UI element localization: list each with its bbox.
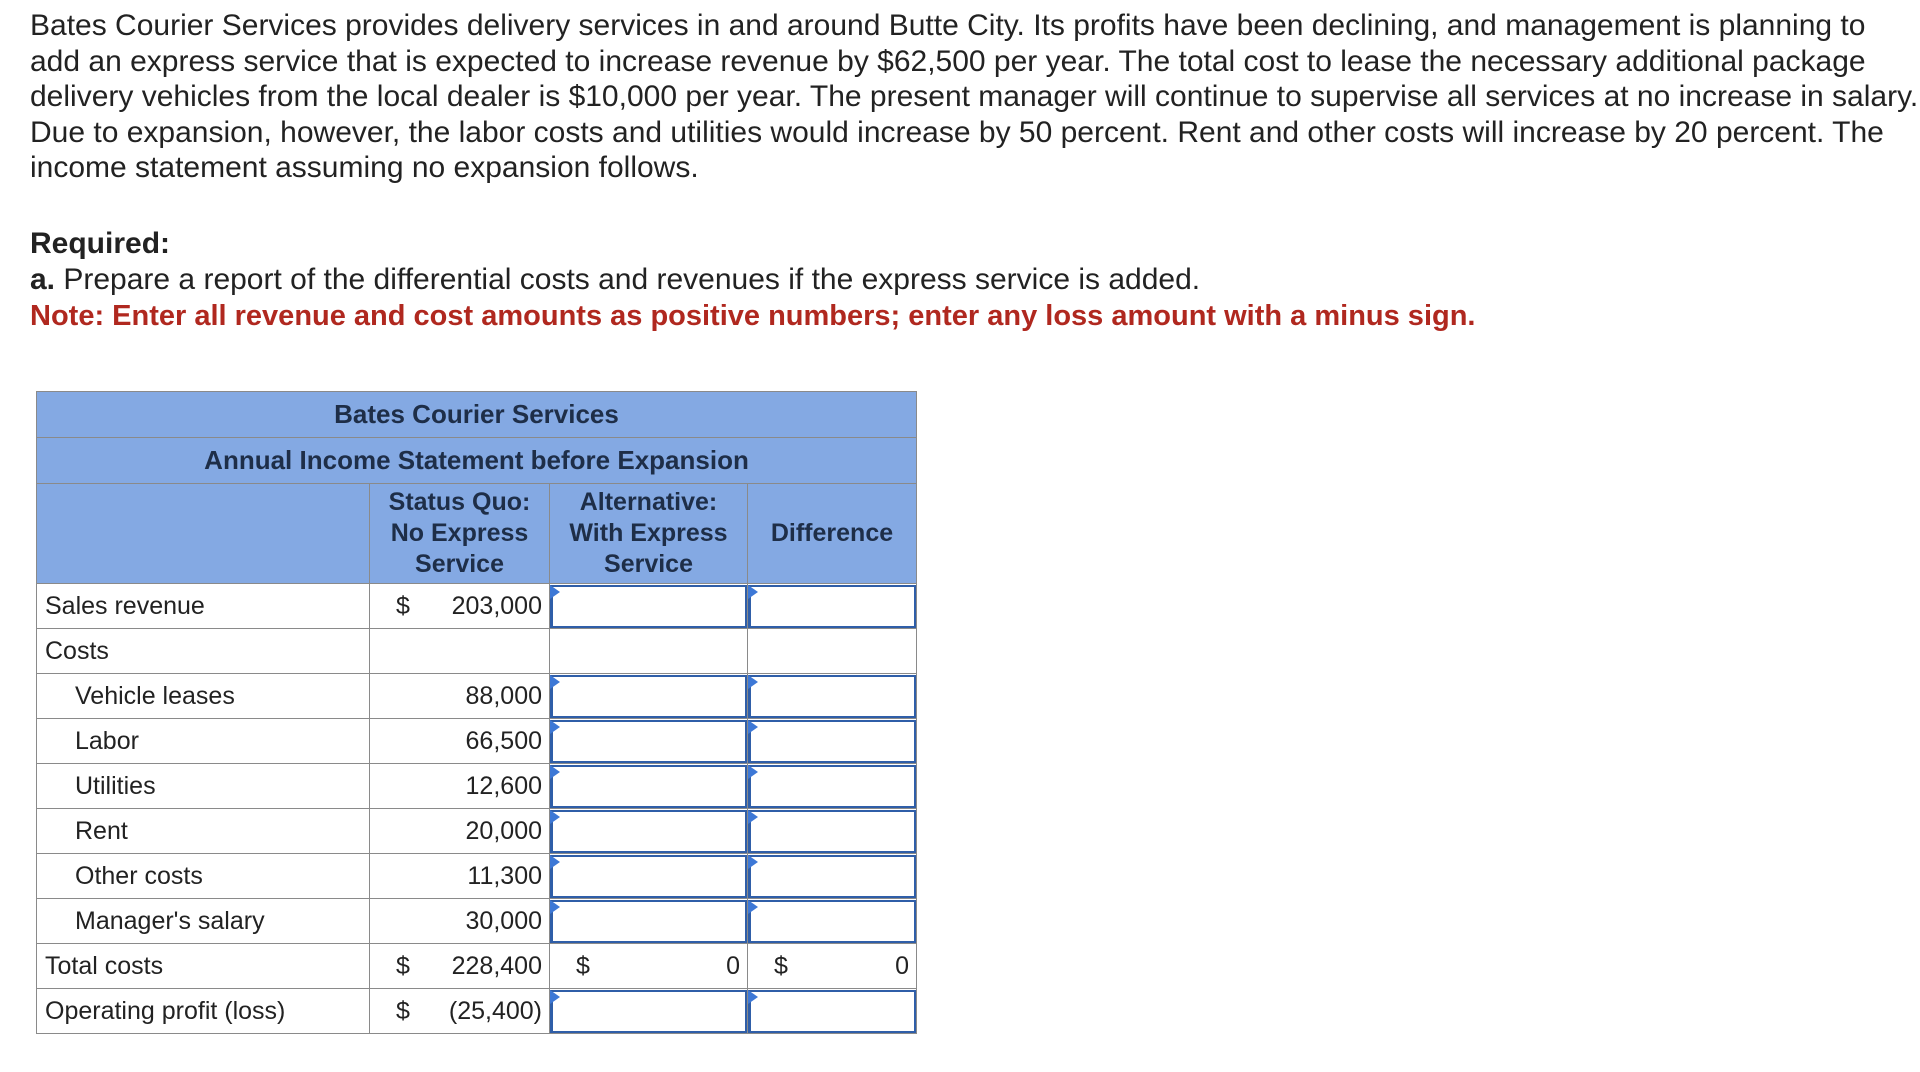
status-quo-value: $ 203,000 xyxy=(370,584,550,629)
company-name: Bates Courier Services xyxy=(37,392,917,438)
part-a-letter: a. xyxy=(30,263,56,296)
alternative-utilities-input[interactable] xyxy=(550,765,747,808)
input-marker-icon xyxy=(550,900,560,914)
statement-title: Annual Income Statement before Expansion xyxy=(37,438,917,484)
difference-utilities-input[interactable] xyxy=(748,765,916,808)
difference-vehicle-leases-input[interactable] xyxy=(748,675,916,718)
row-label: Manager's salary xyxy=(37,899,370,944)
part-a-instruction xyxy=(30,262,1200,298)
status-quo-value: 20,000 xyxy=(370,809,550,854)
status-quo-value: 66,500 xyxy=(370,719,550,764)
row-other-costs xyxy=(37,854,917,899)
alternative-labor-input[interactable] xyxy=(550,720,747,763)
difference-sales-revenue-input[interactable] xyxy=(748,585,916,628)
row-label: Operating profit (loss) xyxy=(37,989,370,1034)
column-header-difference: Difference xyxy=(748,484,917,584)
part-a-text: Prepare a report of the differential costs and revenues if the express service is added. xyxy=(55,263,1201,296)
currency-symbol: $ xyxy=(774,951,788,980)
input-marker-icon xyxy=(550,720,560,734)
row-rent xyxy=(37,809,917,854)
column-header-alternative: Alternative: With Express Service xyxy=(550,484,748,584)
row-sales-revenue xyxy=(37,584,917,629)
input-marker-icon xyxy=(748,990,758,1004)
input-marker-icon xyxy=(748,675,758,689)
row-labor xyxy=(37,719,917,764)
problem-intro: Bates Courier Services provides delivery services in and around Butte City. Its profits have been declining, and management is planning to add an express service that is expected to increase revenue by $62,500 per year. The total cost to lease the necessary additional package delivery vehicles from the local dealer is $10,000 per year. The present manager will continue to supervise all services at no increase in salary. Due to expansion, however, the labor costs and utilities would increase by 50 percent. Rent and other costs will increase by 20 percent. The income statement assuming no expansion follows. xyxy=(30,9,1919,184)
status-quo-value: $ 228,400 xyxy=(370,944,550,989)
row-label: Sales revenue xyxy=(37,584,370,629)
alternative-vehicle-leases-input[interactable] xyxy=(550,675,747,718)
difference-rent-input[interactable] xyxy=(748,810,916,853)
difference-labor-input[interactable] xyxy=(748,720,916,763)
difference-total-value: $ 0 xyxy=(748,944,917,989)
status-quo-value: 11,300 xyxy=(370,854,550,899)
currency-symbol: $ xyxy=(396,951,410,980)
alternative-operating-profit-input[interactable] xyxy=(550,990,747,1033)
income-statement-table xyxy=(36,391,917,1034)
status-quo-value: 88,000 xyxy=(370,674,550,719)
alternative-rent-input[interactable] xyxy=(550,810,747,853)
row-vehicle-leases xyxy=(37,674,917,719)
column-header-status-quo: Status Quo: No Express Service xyxy=(370,484,550,584)
status-quo-value: 12,600 xyxy=(370,764,550,809)
input-marker-icon xyxy=(550,810,560,824)
currency-symbol: $ xyxy=(396,996,410,1025)
difference-other-costs-input[interactable] xyxy=(748,855,916,898)
status-quo-value: 30,000 xyxy=(370,899,550,944)
alternative-sales-revenue-input[interactable] xyxy=(550,585,747,628)
input-marker-icon xyxy=(550,765,560,779)
input-marker-icon xyxy=(748,810,758,824)
input-marker-icon xyxy=(550,675,560,689)
row-total-costs xyxy=(37,944,917,989)
input-marker-icon xyxy=(748,855,758,869)
row-label: Costs xyxy=(37,629,370,674)
input-marker-icon xyxy=(748,765,758,779)
row-label: Utilities xyxy=(37,764,370,809)
status-quo-value: $ (25,400) xyxy=(370,989,550,1034)
input-marker-icon xyxy=(748,720,758,734)
currency-symbol: $ xyxy=(576,951,590,980)
alternative-total-value: $ 0 xyxy=(550,944,748,989)
difference-managers-salary-input[interactable] xyxy=(748,900,916,943)
input-marker-icon xyxy=(748,900,758,914)
row-utilities xyxy=(37,764,917,809)
input-marker-icon xyxy=(748,585,758,599)
column-header-blank xyxy=(37,484,370,584)
currency-symbol: $ xyxy=(396,591,410,620)
row-label: Vehicle leases xyxy=(37,674,370,719)
row-label: Total costs xyxy=(37,944,370,989)
row-label: Labor xyxy=(37,719,370,764)
row-label: Other costs xyxy=(37,854,370,899)
row-operating-profit xyxy=(37,989,917,1034)
difference-operating-profit-input[interactable] xyxy=(748,990,916,1033)
row-costs xyxy=(37,629,917,674)
entry-note: Note: Enter all revenue and cost amounts as positive numbers; enter any loss amount with a minus sign. xyxy=(30,300,1476,332)
row-label: Rent xyxy=(37,809,370,854)
alternative-managers-salary-input[interactable] xyxy=(550,900,747,943)
alternative-other-costs-input[interactable] xyxy=(550,855,747,898)
row-managers-salary xyxy=(37,899,917,944)
input-marker-icon xyxy=(550,585,560,599)
required-heading: Required: xyxy=(30,227,171,260)
input-marker-icon xyxy=(550,990,560,1004)
input-marker-icon xyxy=(550,855,560,869)
